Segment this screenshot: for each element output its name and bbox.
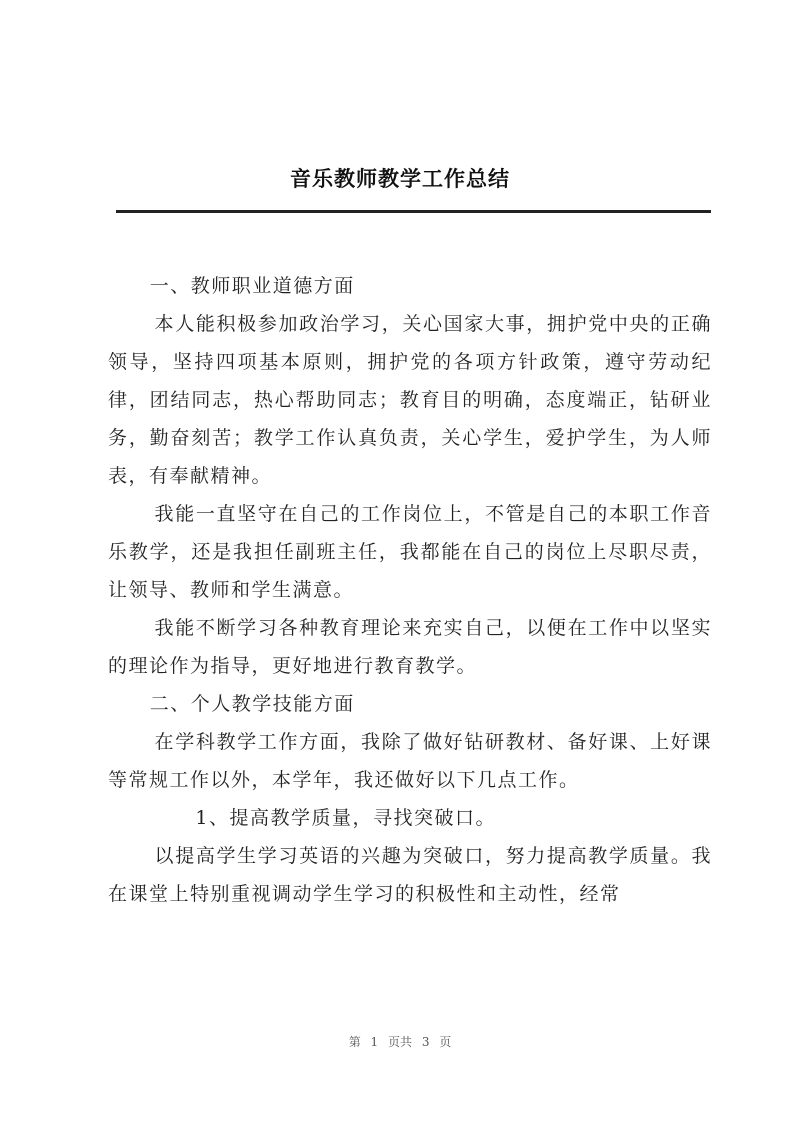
section-heading-skills: 二、个人教学技能方面: [149, 693, 355, 715]
title-divider: [116, 210, 711, 213]
section-heading-ethics: 一、教师职业道德方面: [149, 275, 355, 297]
paragraph: 我能一直坚守在自己的工作岗位上，不管是自己的本职工作音乐教学，还是我担任副班主任，我都能在自己的岗位上尽职尽责，让领导、教师和学生满意。: [108, 503, 712, 601]
paragraph: 在学科教学工作方面，我除了做好钻研教材、备好课、上好课等常规工作以外，本学年，我还做好以下几点工作。: [108, 731, 712, 791]
document-body: [108, 267, 712, 913]
paragraph: 以提高学生学习英语的兴趣为突破口，努力提高教学质量。我在课堂上特别重视调动学生学习的积极性和主动性，经常: [108, 845, 712, 905]
document-title: 音乐教师教学工作总结: [290, 167, 510, 191]
numbered-item: 1、提高教学质量，寻找突破口。: [195, 807, 496, 829]
paragraph: 我能不断学习各种教育理论来充实自己，以便在工作中以坚实的理论作为指导，更好地进行教育教学。: [108, 617, 712, 677]
page-footer: 第 1 页共 3 页: [348, 1035, 452, 1049]
paragraph: 本人能积极参加政治学习，关心国家大事，拥护党中央的正确领导，坚持四项基本原则，拥护党的各项方针政策，遵守劳动纪律，团结同志，热心帮助同志；教育目的明确，态度端正，钻研业务，勤奋刻苦；教学工作认真负责，关心学生，爱护学生，为人师表，有奉献精神。: [108, 313, 712, 487]
